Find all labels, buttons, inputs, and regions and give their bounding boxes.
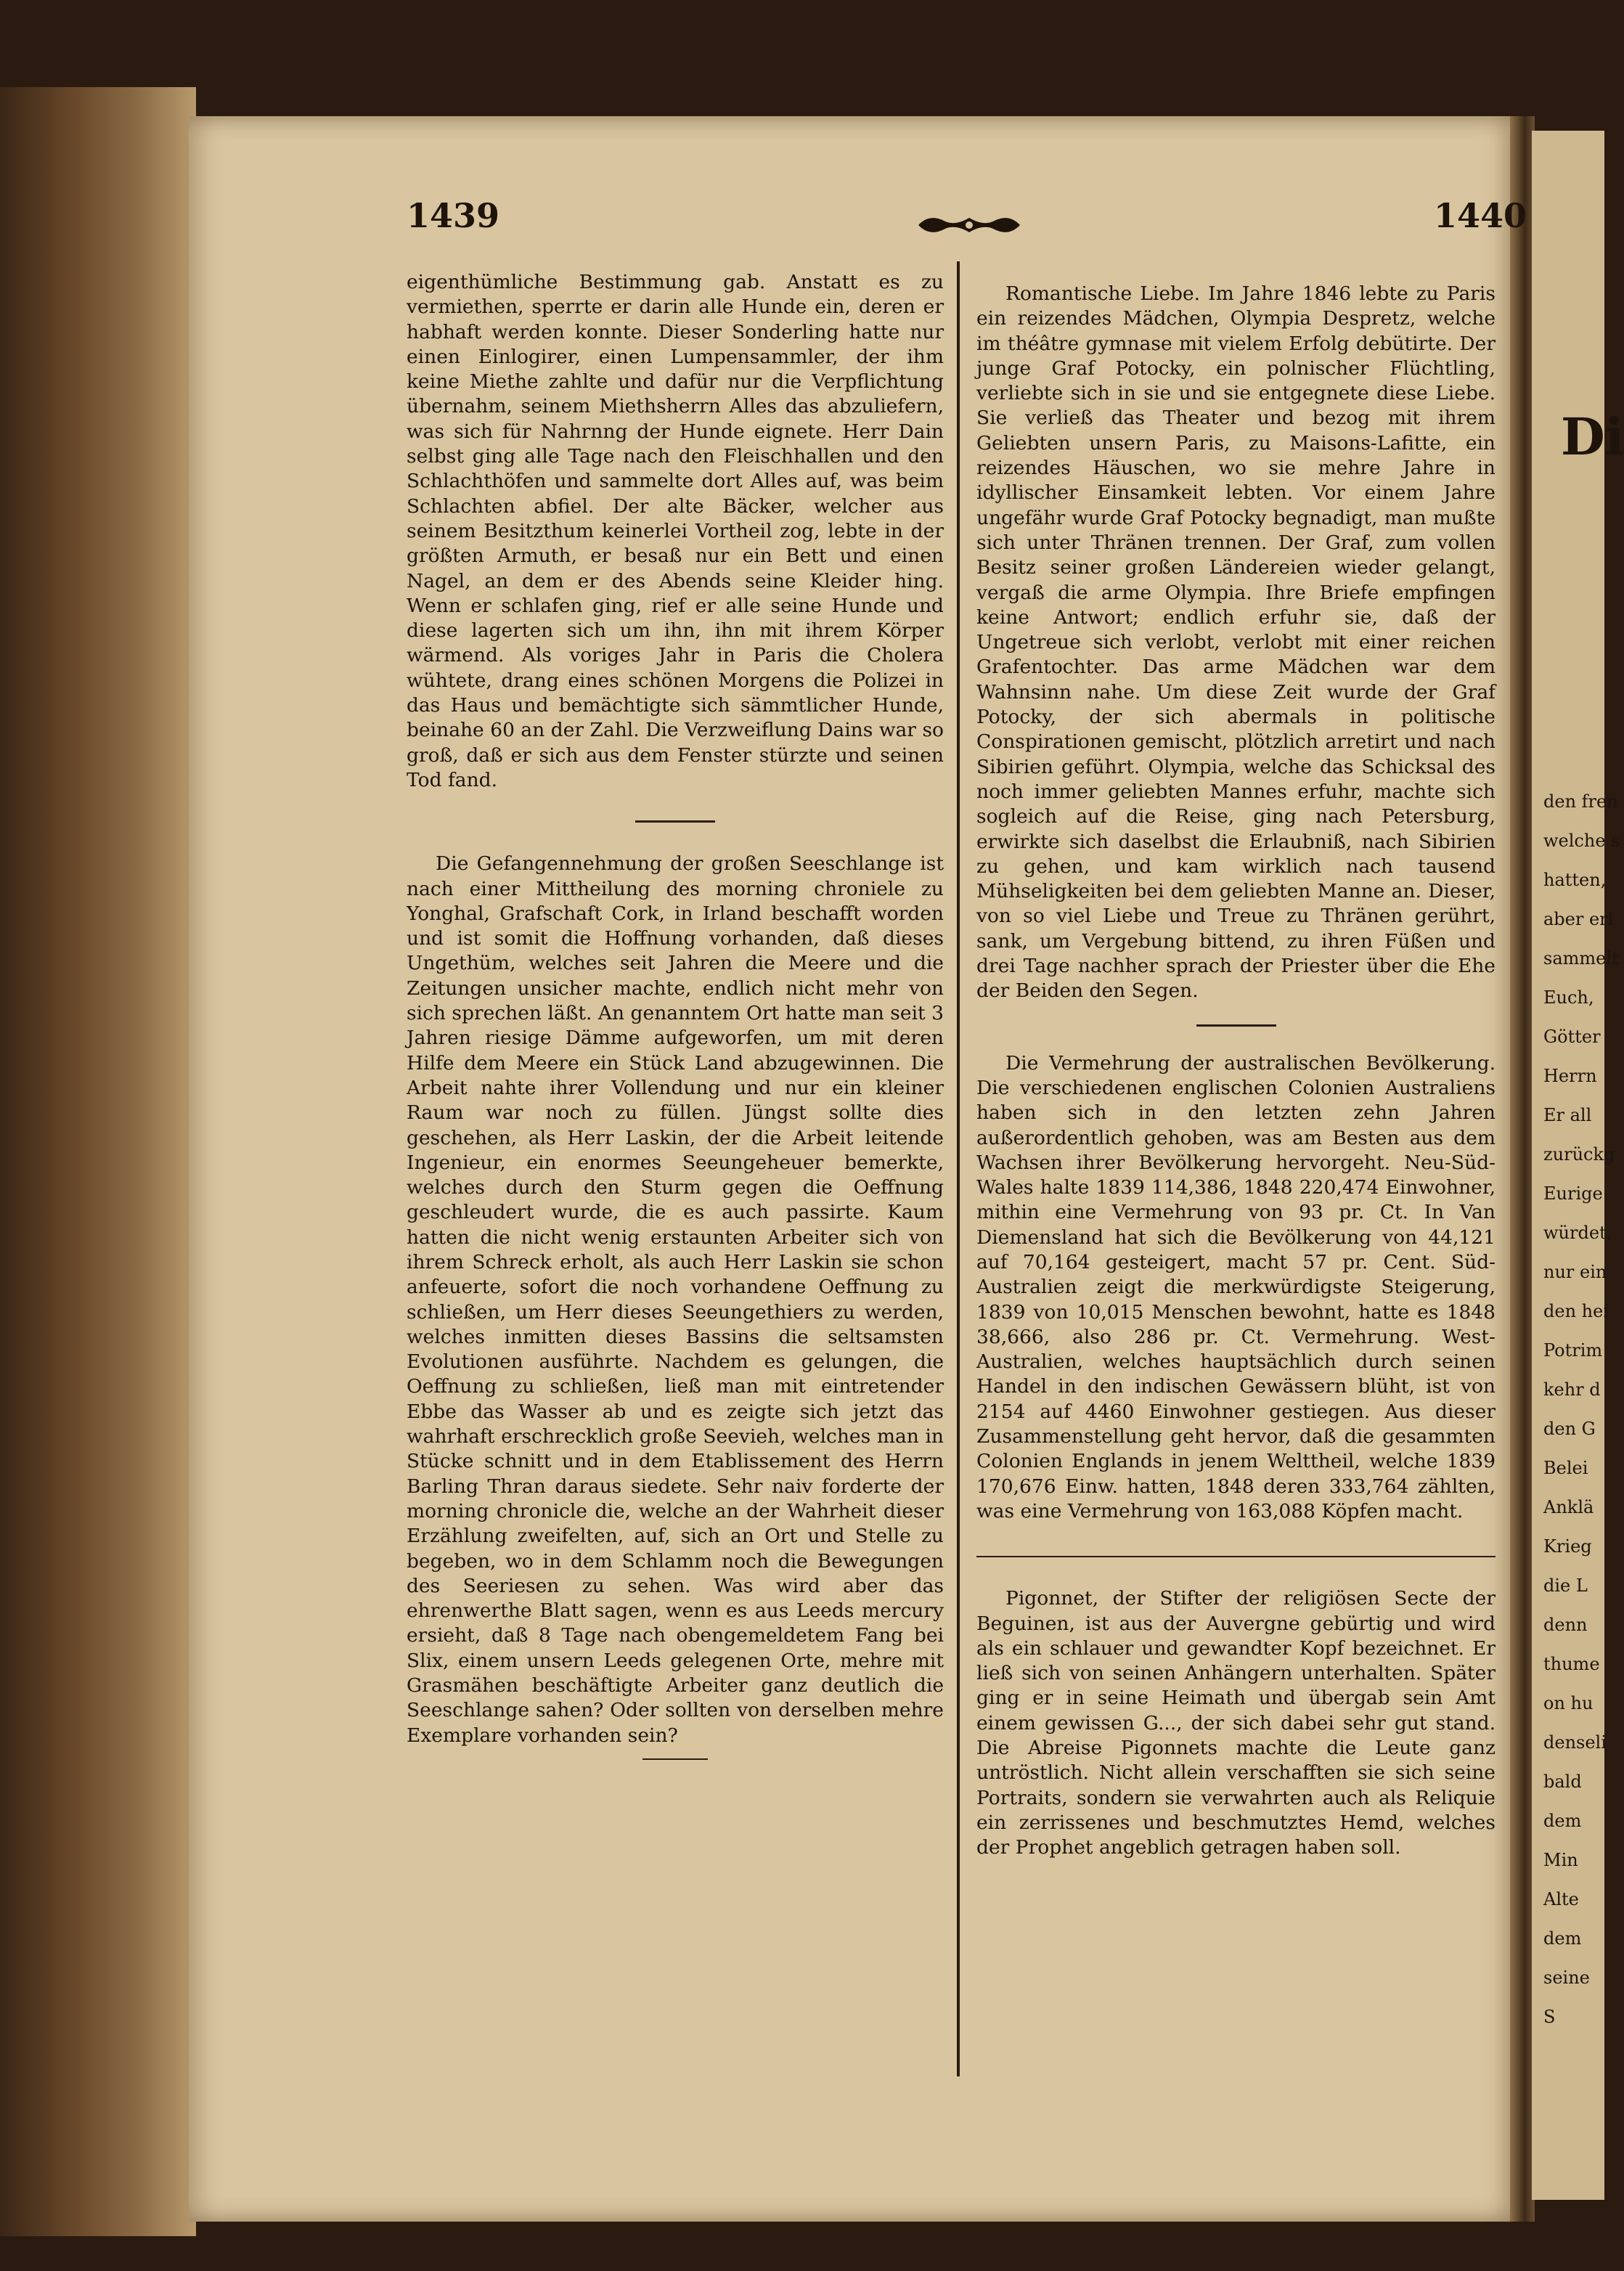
next-page-word: Min xyxy=(1543,1850,1578,1870)
next-page-word: kehr d xyxy=(1543,1379,1601,1400)
next-page-word: Belei xyxy=(1543,1458,1588,1478)
next-page-word: den hei xyxy=(1543,1301,1609,1321)
next-page-word: on hu xyxy=(1543,1693,1594,1713)
header-ornament-icon xyxy=(915,211,1024,240)
next-page-word: denseli xyxy=(1543,1732,1607,1753)
next-page-word: dem xyxy=(1543,1811,1582,1831)
next-page-word: Alte xyxy=(1543,1889,1579,1909)
next-page-word: welche s xyxy=(1543,831,1620,851)
next-page-word: den fren xyxy=(1543,791,1618,812)
next-page-word: hatten, xyxy=(1543,870,1607,890)
next-page-word: bald xyxy=(1543,1771,1582,1792)
next-page-word: die L xyxy=(1543,1575,1588,1596)
next-page-word: sammelt xyxy=(1543,948,1619,969)
next-page-word: Götter xyxy=(1543,1027,1601,1047)
article-romantic-love: Romantische Liebe. Im Jahre 1846 lebte zu Paris ein reizendes Mädchen, Olympia Despretz, welche im théâtre gymnase mit vielem Erfolg debütirte. Der junge Graf Potocky, ein polnischer Flüchtling, verliebte sich in sie und sie entgegnete diese Liebe. Sie verließ das Theater und bezog mit ihrem Geliebten unsern Paris, zu Maisons-Lafitte, ein reizendes Häuschen, wo sie mehre Jahre in idyllischer Einsamkeit lebten. Vor einem Jahre ungefähr wurde Graf Potocky begnadigt, man mußte sich unter Thränen trennen. Der Graf, zum vollen Besitz seiner großen Ländereien wieder gelangt, vergaß die arme Olympia. Ihre Briefe empfingen keine Antwort; endlich erfuhr sie, daß der Ungetreue sich verlobt, verlobt mit einer reichen Grafentochter. Das arme Mädchen war dem Wahnsinn nahe. Um diese Zeit wurde der Graf Potocky, der sich abermals in politische Conspirationen gemischt, plötzlich arretirt und nach Sibirien geführt. Olympia, welche das Schicksal des noch immer geliebten Mannes erfuhr, machte sich sogleich auf die Reise, ging nach Petersburg, erwirkte sich daselbst die Erlaubniß, nach Sibirien zu gehen, und kam wirklich nach tausend Mühseligkeiten bei dem geliebten Manne an. Dieser, von so viel Liebe und Treue zu Thränen gerührt, sank, um Vergebung bittend, zu ihren Füßen und drei Tage nachher sprach der Priester über die Ehe der Beiden den Segen. xyxy=(976,282,1496,1003)
book-page-edges xyxy=(0,87,196,2236)
next-page-word: Anklä xyxy=(1543,1497,1594,1517)
next-page-word: Potrim xyxy=(1543,1340,1603,1361)
next-page-word: aber erl xyxy=(1543,909,1614,929)
next-page-word: seine xyxy=(1543,1968,1590,1988)
next-page-word: den G xyxy=(1543,1419,1596,1439)
next-page-word: würdet, xyxy=(1543,1223,1612,1243)
next-page-word: Eurige xyxy=(1543,1183,1603,1204)
next-page-word: Er all xyxy=(1543,1105,1592,1125)
next-page-word: dem xyxy=(1543,1928,1582,1949)
book-gutter xyxy=(1510,116,1535,2222)
next-page-initial: Di xyxy=(1561,407,1624,467)
next-page-word: Herrn xyxy=(1543,1066,1597,1086)
article-australian-population: Die Vermehrung der australischen Bevölkerung. Die verschiedenen englischen Colonien Australiens haben sich in den letzten zehn Jahren außerordentlich gehoben, was am Besten aus dem Wachsen ihrer Bevölkerung hervorgeht. Neu-Süd-Wales halte 1839 114,386, 1848 220,474 Einwohner, mithin eine Vermehrung von 93 pr. Ct. In Van Diemensland hat sich die Bevölkerung von 44,121 auf 70,164 gesteigert, macht 57 pr. Cent. Süd-Australien zeigt die merkwürdigste Steigerung, 1839 von 10,015 Menschen bewohnt, hatte es 1848 38,666, also 286 pr. Ct. Vermehrung. West-Australien, welches hauptsächlich durch seinen Handel in den indischen Gewässern blüht, ist von 2154 auf 4460 Einwohner gestiegen. Aus dieser Zusammenstellung geht hervor, daß die gesammten Colonien Englands in jenem Welttheil, welche 1839 170,676 Einw. hatten, 1848 deren 333,764 zählten, was eine Vermehrung von 163,088 Köpfen macht. xyxy=(976,1051,1496,1522)
folio-right: 1440 xyxy=(1434,196,1527,235)
separator-rule xyxy=(642,1758,708,1760)
article-sea-serpent: Die Gefangennehmung der großen Seeschlange ist nach einer Mittheilung des morning chroniele zu Yonghal, Grafschaft Cork, in Irland beschafft worden und ist somit die Hoffnung vorhanden, daß dieses Ungethüm, welches seit Jahren die Meere und die Zeitungen unsicher machte, endlich nicht mehr von sich sprechen läßt. An genanntem Ort hatte man seit 3 Jahren riesige Dämme aufgeworfen, um mit deren Hilfe dem Meere ein Stück Land abzugewinnen. Die Arbeit nahte ihrer Vollendung und nur ein kleiner Raum war noch zu füllen. Jüngst sollte dies geschehen, als Herr Laskin, der die Arbeit leitende Ingenieur, ein enormes Seeungeheuer bemerkte, welches durch den Sturm gegen die Oeffnung geschleudert wurde, die es auch passirte. Kaum hatten die nicht wenig erstaunten Arbeiter sich von ihrem Schreck erholt, als auch Herr Laskin sie schon anfeuerte, sofort die noch vorhandene Oeffnung zu schließen, um Herr dieses Seeungethiers zu werden, welches inmitten dieses Bassins die seltsamsten Evolutionen ausführte. Nachdem es gelungen, die Oeffnung zu schließen, ließ man mit eintretender Ebbe das Wasser ab und es zeigte sich jetzt das wahrhaft erschrecklich große Seevieh, welches man in Stücke schnitt und in dem Etablissement des Herrn Barling Thran daraus siedete. Sehr naiv forderte der morning chronicle die, welche an der Wahrheit dieser Erzählung zweifelten, auf, sich an Ort und Stelle zu begeben, wo in dem Schlamm noch die Bewegungen des Seeriesen zu sehen. Was wird aber das ehrenwerthe Blatt sagen, wenn es aus Leeds mercury ersieht, daß 8 Tage nach obengemeldetem Fang bei Slix, einem unsern Leeds gelegenen Orte, mehre mit Grasmähen beschäftigte Arbeiter ganz deutlich die Seeschlange sahen? Oder sollten von derselben mehre Exemplare vorhanden sein? xyxy=(407,852,944,1747)
left-column xyxy=(407,270,944,1760)
folio-left: 1439 xyxy=(407,196,500,235)
next-page-word: thume xyxy=(1543,1654,1600,1674)
right-column xyxy=(976,282,1496,1861)
next-page-word: S xyxy=(1543,2007,1556,2027)
article-pigonnet: Pigonnet, der Stifter der religiösen Secte der Beguinen, ist aus der Auvergne gebürtig und wird als ein schlauer und gewandter Kopf bezeichnet. Er ließ sich von seinen Anhängern unterhalten. Später ging er in seine Heimath und übergab sein Amt einem gewissen G..., der sich dabei sehr gut stand. Die Abreise Pigonnets machte die Leute ganz untröstlich. Nicht allein verschafften sie sich seine Portraits, sondern sie verwahrten auch als Reliquie ein zerrissenes und beschmutztes Hemd, welches der Prophet angeblich getragen haben soll. xyxy=(976,1587,1496,1859)
next-page-word: Euch, xyxy=(1543,987,1594,1008)
next-page-word: denn xyxy=(1543,1615,1588,1635)
column-divider xyxy=(957,261,960,2076)
next-page-word: zurückg xyxy=(1543,1144,1615,1165)
article-dog-owner: eigenthümliche Bestimmung gab. Anstatt es zu vermiethen, sperrte er darin alle Hunde ein, deren er habhaft werden konnte. Dieser Sonderling hatte nur einen Einlogirer, einen Lumpensammler, der ihm keine Miethe zahlte und dafür nur die Verpflichtung übernahm, seinem Miethsherrn Alles das abzuliefern, was sich für Nahrnng der Hunde eignete. Herr Dain selbst ging alle Tage nach den Fleischhallen und den Schlachthöfen und sammelte dort Alles auf, was beim Schlachten abfiel. Der alte Bäcker, welcher aus seinem Besitzthum keinerlei Vortheil zog, lebte in der größten Armuth, er besaß nur ein Bett und einen Nagel, an dem er des Abends seine Kleider hing. Wenn er schlafen ging, rief er alle seine Hunde und diese lagerten sich um ihn, ihn mit ihrem Körper wärmend. Als voriges Jahr in Paris die Cholera wühtete, drang eines schönen Morgens die Polizei in das Haus und bemächtigte sich sämmtlicher Hunde, beinahe 60 an der Zahl. Die Verzweiflung Dains war so groß, daß er sich aus dem Fenster stürzte und seinen Tod fand. xyxy=(407,271,944,791)
next-page-word: nur ein xyxy=(1543,1262,1607,1282)
next-page-word: Krieg xyxy=(1543,1536,1592,1557)
